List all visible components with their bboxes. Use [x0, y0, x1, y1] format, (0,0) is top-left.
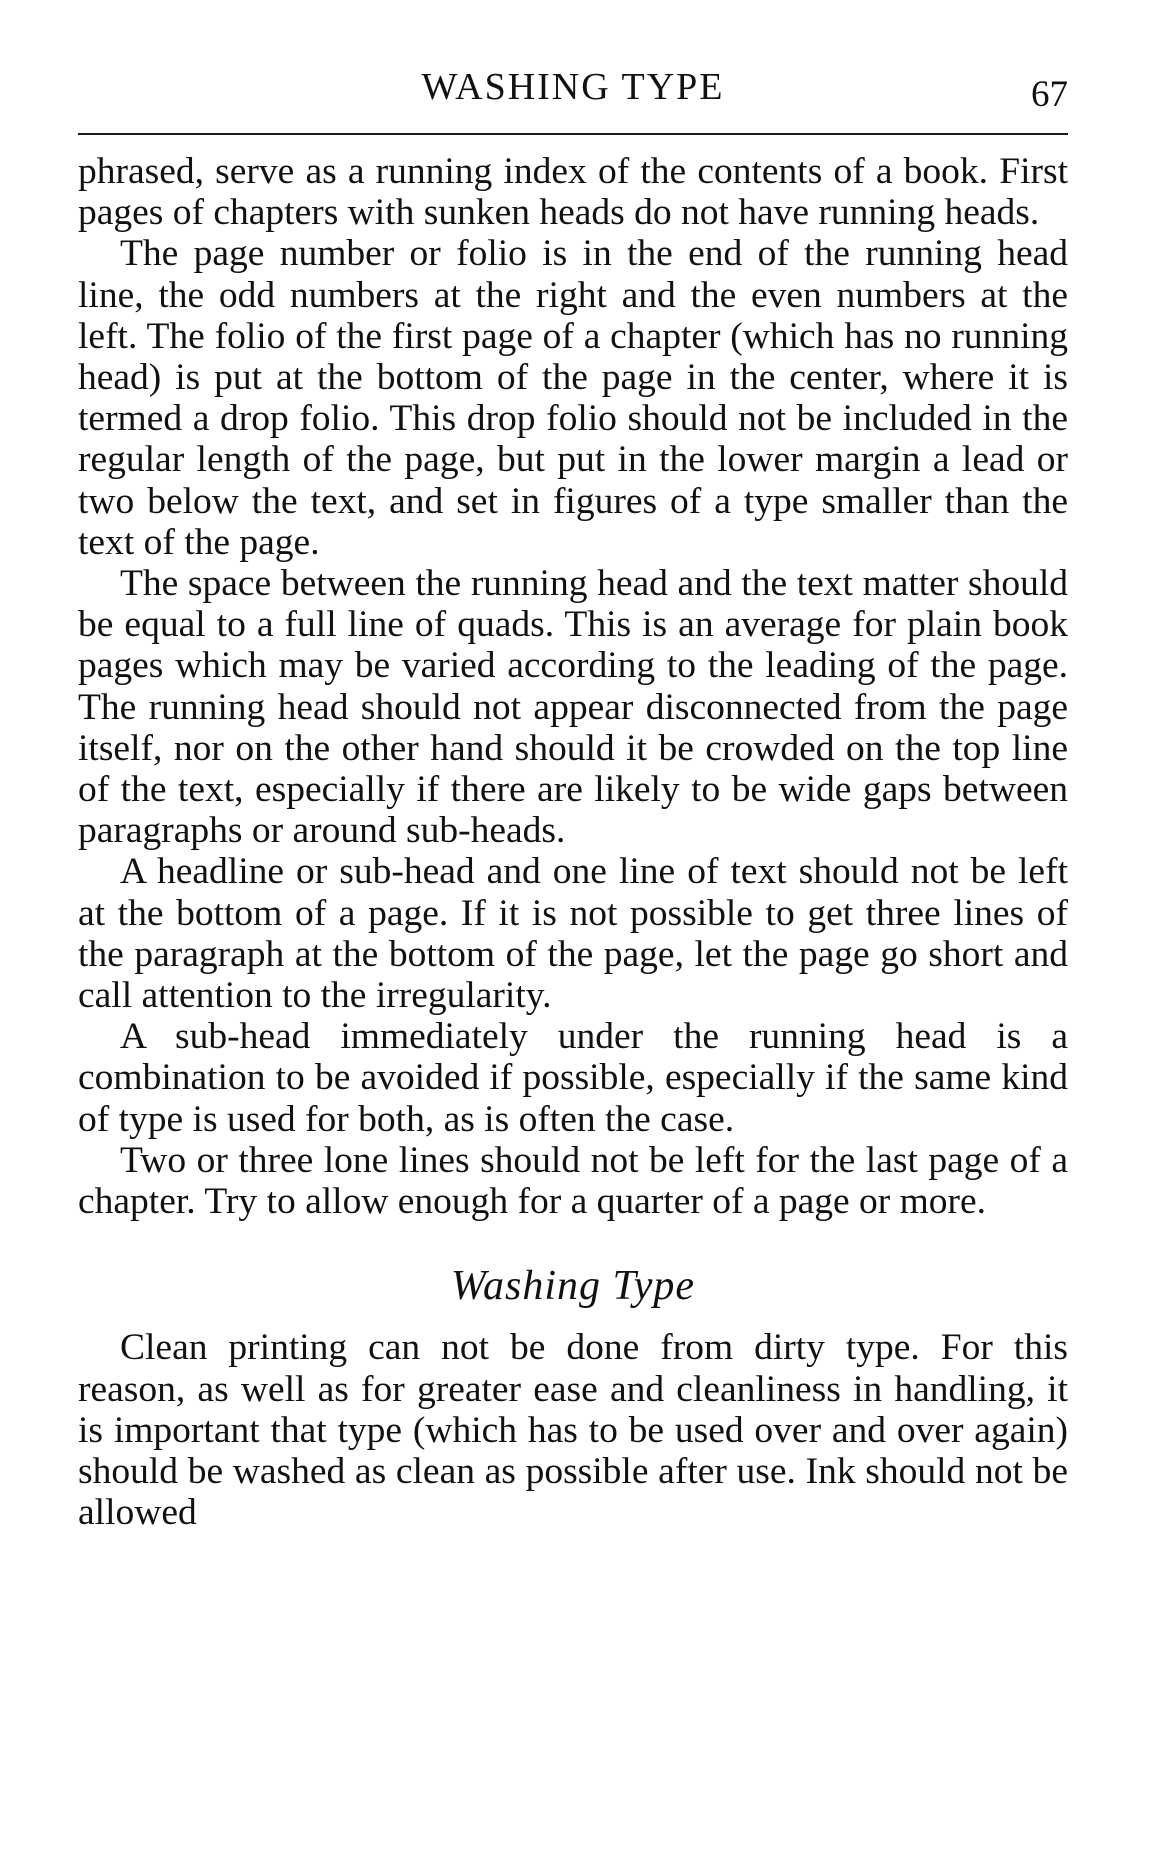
page-number: 67	[1031, 74, 1068, 115]
paragraph-washing-type: Clean printing can not be done from dirty type. For this reason, as well as for greater ease and cleanliness in handling, it is important that type (which has to be used over and over again) should be washed as clean as possible after use. Ink should not be allowed	[78, 1327, 1068, 1534]
paragraph-continued: phrased, serve as a running index of the contents of a book. First pages of chapters with sunken heads do not have running heads.	[78, 151, 1068, 234]
paragraph-folio: The page number or folio is in the end of the running head line, the odd numbers at the right and the even numbers at the left. The folio of the first page of a chapter (which has no running head) is put at the bottom of the page in the center, where it is termed a drop folio. This drop folio should not be included in the regular length of the page, but put in the lower margin a lead or two below the text, and set in figures of a type smaller than the text of the page.	[78, 233, 1068, 563]
book-page	[78, 55, 1068, 1534]
paragraph-lone-lines: Two or three lone lines should not be left for the last page of a chapter. Try to allow enough for a quarter of a page or more.	[78, 1139, 1068, 1223]
section-subhead: Washing Type	[450, 1263, 696, 1310]
running-head	[78, 55, 1068, 125]
body-text	[78, 151, 1068, 1534]
header-rule	[78, 133, 1068, 135]
paragraph-subhead: A sub-head immediately under the running head is a combination to be avoided if possible, especially if the same kind of type is used for both, as is often the case.	[78, 1016, 1068, 1140]
paragraph-spacing: The space between the running head and the text matter should be equal to a full line of quads. This is an average for plain book pages which may be varied according to the leading of the page. The running head should not appear disconnected from the page itself, nor on the other hand should it be crowded on the top line of the text, especially if there are likely to be wide gaps between paragraphs or around sub-heads.	[78, 563, 1068, 852]
paragraph-headline: A headline or sub-head and one line of text should not be left at the bottom of a page. If it is not possible to get three lines of the paragraph at the bottom of the page, let the page go short and call attention to the irregularity.	[78, 851, 1068, 1017]
running-head-title: WASHING TYPE	[421, 66, 725, 108]
